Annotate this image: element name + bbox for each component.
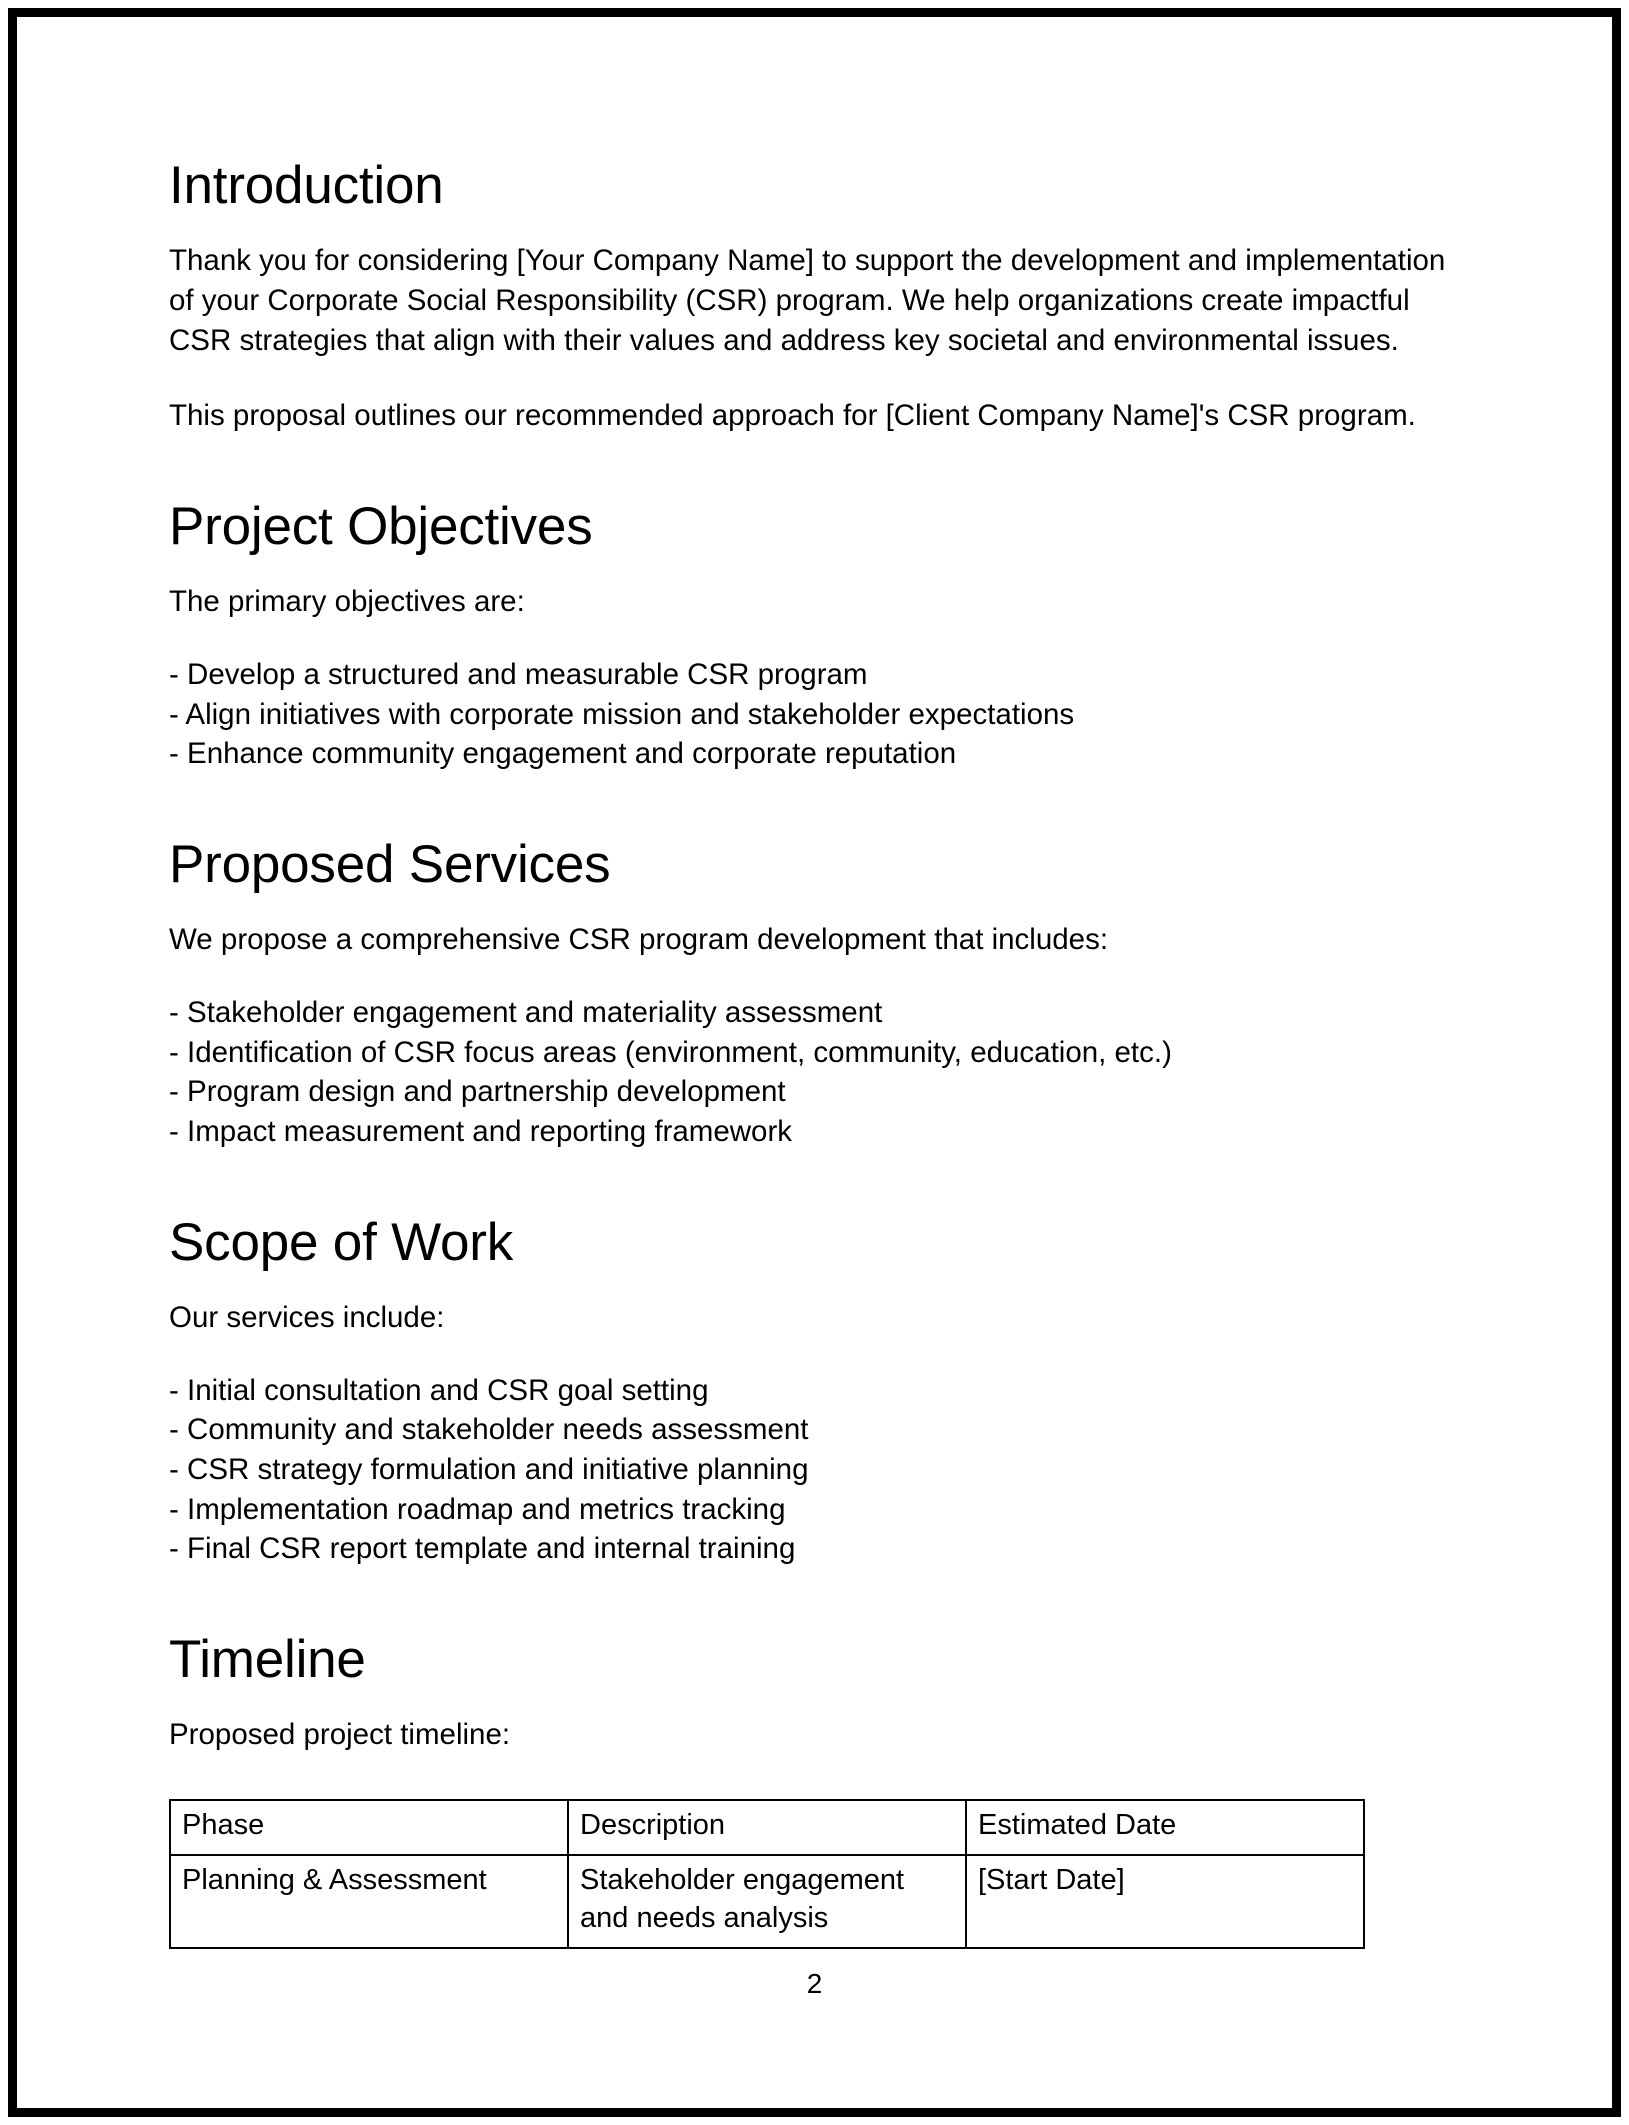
heading-introduction: Introduction — [169, 156, 444, 215]
list-item: - Program design and partnership development — [169, 1075, 786, 1109]
cell-description-line-2: and needs analysis — [580, 1901, 829, 1934]
objectives-lead-in: The primary objectives are: — [169, 585, 525, 619]
list-item: - Impact measurement and reporting framework — [169, 1114, 793, 1148]
timeline-lead-in: Proposed project timeline: — [169, 1718, 511, 1752]
objectives-list — [169, 655, 1462, 774]
heading-scope-of-work: Scope of Work — [169, 1212, 514, 1272]
cell-description-line-1: Stakeholder engagement — [580, 1863, 905, 1896]
table-header-row — [170, 1800, 1364, 1855]
intro-paragraph-1: Thank you for considering [Your Company Name] to support the development and implementation of your Corporate Social Responsibility (CSR) program. We help organizations create impactful CSR strategies that align with their values and address key societal and environmental issues. — [169, 244, 1446, 357]
list-item: - Initial consultation and CSR goal setting — [169, 1373, 709, 1407]
heading-project-objectives: Project Objectives — [169, 496, 593, 556]
cell-phase: Planning & Assessment — [170, 1855, 568, 1948]
heading-proposed-services: Proposed Services — [169, 834, 611, 894]
intro-paragraph-2: This proposal outlines our recommended approach for [Client Company Name]'s CSR program. — [169, 399, 1416, 433]
cell-estimated-date: [Start Date] — [966, 1855, 1364, 1948]
column-header-phase: Phase — [170, 1800, 568, 1855]
list-item: - Enhance community engagement and corporate reputation — [169, 737, 957, 771]
list-item: - Stakeholder engagement and materiality assessment — [169, 995, 883, 1029]
list-item: - Align initiatives with corporate mission and stakeholder expectations — [169, 697, 1075, 731]
list-item: - Identification of CSR focus areas (environment, community, education, etc.) — [169, 1035, 1172, 1069]
cell-description — [568, 1855, 966, 1948]
list-item: - Community and stakeholder needs assessment — [169, 1413, 809, 1447]
list-item: - Develop a structured and measurable CSR program — [169, 657, 868, 691]
page-border — [8, 8, 1621, 2117]
column-header-description: Description — [568, 1800, 966, 1855]
table-row — [170, 1855, 1364, 1948]
page-content — [17, 17, 1612, 2108]
list-item: - Implementation roadmap and metrics tracking — [169, 1492, 786, 1526]
services-list — [169, 993, 1462, 1152]
column-header-estimated-date: Estimated Date — [966, 1800, 1364, 1855]
scope-list — [169, 1371, 1462, 1569]
introduction-body — [169, 241, 1462, 436]
list-item: - Final CSR report template and internal training — [169, 1532, 796, 1566]
scope-lead-in: Our services include: — [169, 1300, 445, 1334]
page-number: 2 — [806, 1968, 823, 1999]
timeline-table — [169, 1799, 1365, 1949]
heading-timeline: Timeline — [169, 1629, 366, 1689]
services-lead-in: We propose a comprehensive CSR program development that includes: — [169, 923, 1109, 957]
list-item: - CSR strategy formulation and initiative planning — [169, 1452, 809, 1486]
